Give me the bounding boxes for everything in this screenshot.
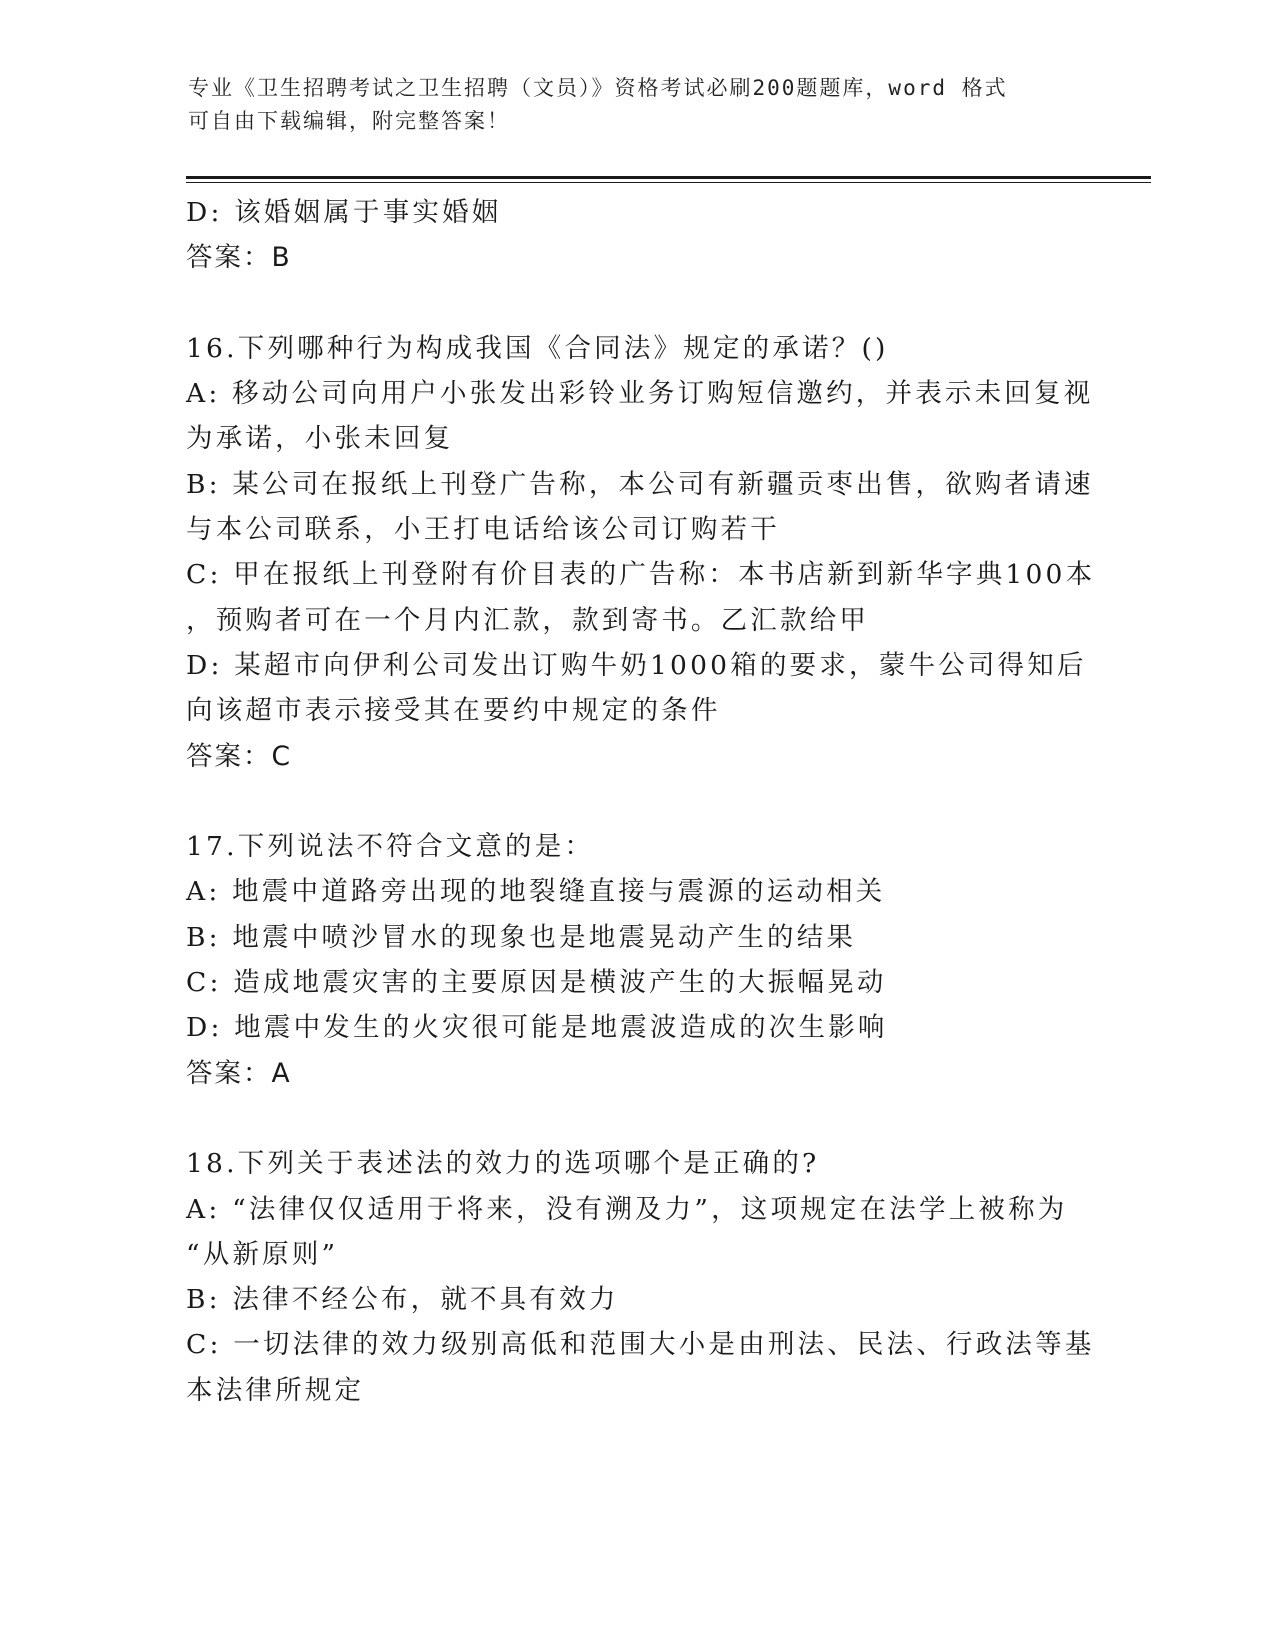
header-divider-thick [186,176,1151,179]
option-b-line-1: B: 某公司在报纸上刊登广告称，本公司有新疆贡枣出售，欲购者请速 [186,468,1094,500]
option-c-line-2: ，预购者可在一个月内汇款，款到寄书。乙汇款给甲 [186,604,870,636]
option-a-line-2: “从新原则” [186,1238,339,1270]
option-a-line-1: A: 移动公司向用户小张发出彩铃业务订购短信邀约，并表示未回复视 [186,378,1094,410]
option-d: D: 该婚姻属于事实婚姻 [186,197,502,228]
question-title: 18.下列关于表述法的效力的选项哪个是正确的? [186,1148,820,1180]
option-c-line-1: C: 一切法律的效力级别高低和范围大小是由刑法、民法、行政法等基 [186,1329,1095,1361]
previous-question-tail [186,190,1086,281]
option-d-line-1: D: 某超市向伊利公司发出订购牛奶1000箱的要求，蒙牛公司得知后 [186,649,1087,681]
header-line-1: 专业《卫生招聘考试之卫生招聘（文员）》资格考试必刷200题题库，word 格式 [188,76,1008,100]
answer-line: 答案：B [186,242,292,274]
option-c: C: 造成地震灾害的主要原因是横波产生的大振幅晃动 [186,967,887,999]
question-17 [186,824,1086,1096]
question-title: 16.下列哪种行为构成我国《合同法》规定的承诺？() [186,332,889,364]
option-b-line-2: 与本公司联系，小王打电话给该公司订购若干 [186,514,780,546]
question-16 [186,326,1096,779]
question-title: 17.下列说法不符合文意的是： [186,831,595,863]
header-line-2: 可自由下载编辑，附完整答案！ [188,109,510,133]
option-a-line-1: A: “法律仅仅适用于将来，没有溯及力”，这项规定在法学上被称为 [186,1193,1068,1225]
page-header [188,72,1068,138]
option-c-line-2: 本法律所规定 [186,1374,365,1406]
spacer [186,281,1086,326]
question-content [186,190,1096,1413]
question-18 [186,1141,1095,1413]
option-b: B: 法律不经公布，就不具有效力 [186,1284,619,1316]
option-b: B: 地震中喷沙冒水的现象也是地震晃动产生的结果 [186,921,857,953]
option-c-line-1: C: 甲在报纸上刊登附有价目表的广告称：本书店新到新华字典100本 [186,559,1096,591]
spacer [186,1096,1086,1141]
answer-line: 答案：A [186,1057,292,1089]
option-d: D: 地震中发生的火灾很可能是地震波造成的次生影响 [186,1012,888,1044]
spacer [186,779,1086,824]
option-d-line-2: 向该超市表示接受其在要约中规定的条件 [186,695,721,727]
answer-line: 答案：C [186,740,293,772]
header-divider-thin [186,182,1151,183]
option-a-line-2: 为承诺，小张未回复 [186,423,454,455]
option-a: A: 地震中道路旁出现的地裂缝直接与震源的运动相关 [186,876,886,908]
